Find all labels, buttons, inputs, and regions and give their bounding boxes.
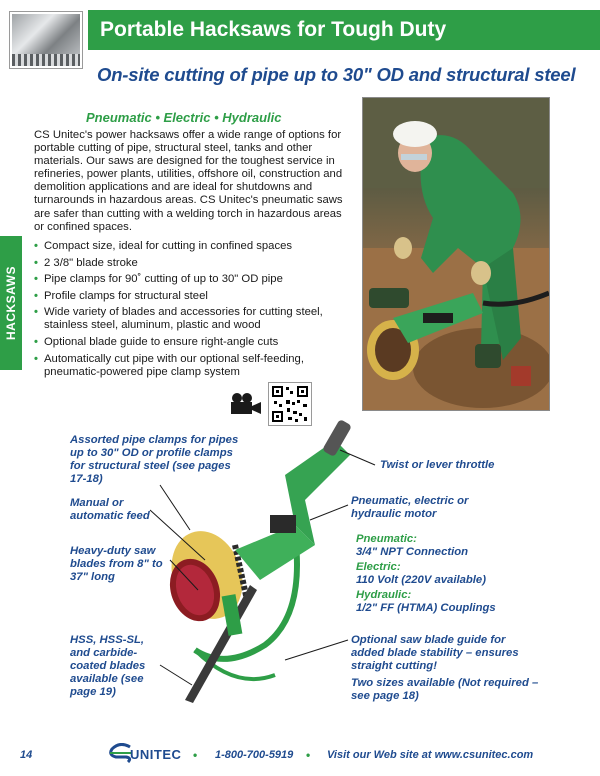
callout-throttle: Twist or lever throttle (380, 459, 495, 471)
pneumatic-label: Pneumatic: (356, 533, 417, 545)
list-item: • Wide variety of blades and accessories for cutting steel, stainless steel, aluminum, plastic and wood (34, 306, 323, 332)
logo-text: UNITEC (130, 747, 182, 762)
intro-paragraph: CS Unitec's power hacksaws offer a wide range of options for portable cutting of pipe, structural steel, tanks and other materials. Our saws are designed for the toughest service in refineries, power plants, utilities, offshore oil, construction and demolition applications and are ideal for shutdowns and turnarounds in hazardous areas. CS Unitec's pneumatic saws are safer than cutting with a welding torch in hazardous areas or confined spaces. (34, 129, 343, 233)
list-item: • 2 3/8" blade stroke (34, 256, 138, 269)
callout-blade-guide: Optional saw blade guide for added blade stability – ensures straight cutting! (351, 634, 519, 672)
callout-pipe-clamps: Assorted pipe clamps for pipes up to 30" OD or profile clamps for structural steel (see pages 17-18) (70, 434, 239, 485)
footer-separator: • (306, 748, 311, 762)
hydraulic-label: Hydraulic: (356, 589, 412, 601)
callout-blades: Heavy-duty saw blades from 8" to 37" long (70, 545, 163, 583)
list-item: • Automatically cut pipe with our optional self-feeding, pneumatic-powered pipe clamp system (34, 352, 304, 378)
page-title: Portable Hacksaws for Tough Duty (88, 10, 600, 50)
website-link[interactable]: Visit our Web site at www.csunitec.com (327, 749, 534, 761)
list-item: • Profile clamps for structural steel (34, 289, 208, 302)
list-item: • Compact size, ideal for cutting in confined spaces (34, 240, 293, 252)
callout-blade-types: HSS, HSS-SL, and carbide-coated blades available (see page 19) (70, 634, 146, 698)
phone-number[interactable]: 1-800-700-5919 (215, 749, 294, 761)
power-types: Pneumatic • Electric • Hydraulic (86, 110, 282, 125)
electric-spec: 110 Volt (220V available) (356, 574, 486, 586)
callout-sizes: Two sizes available (Not required – see page 18) (351, 677, 539, 702)
hydraulic-spec: 1/2" FF (HTMA) Couplings (356, 602, 496, 614)
pneumatic-spec: 3/4" NPT Connection (356, 546, 469, 558)
electric-label: Electric: (356, 561, 401, 573)
callout-feed: Manual or automatic feed (70, 497, 150, 522)
page-subtitle: On-site cutting of pipe up to 30" OD and structural steel (97, 64, 576, 85)
section-tab-label: HACKSAWS (4, 265, 18, 341)
footer-separator: • (193, 748, 198, 762)
page-number: 14 (20, 749, 33, 761)
list-item: • Optional blade guide to ensure right-angle cuts (34, 335, 279, 348)
list-item: • Pipe clamps for 90˚ cutting of up to 30" OD pipe (34, 273, 283, 286)
callout-motor: Pneumatic, electric or hydraulic motor (351, 495, 469, 520)
